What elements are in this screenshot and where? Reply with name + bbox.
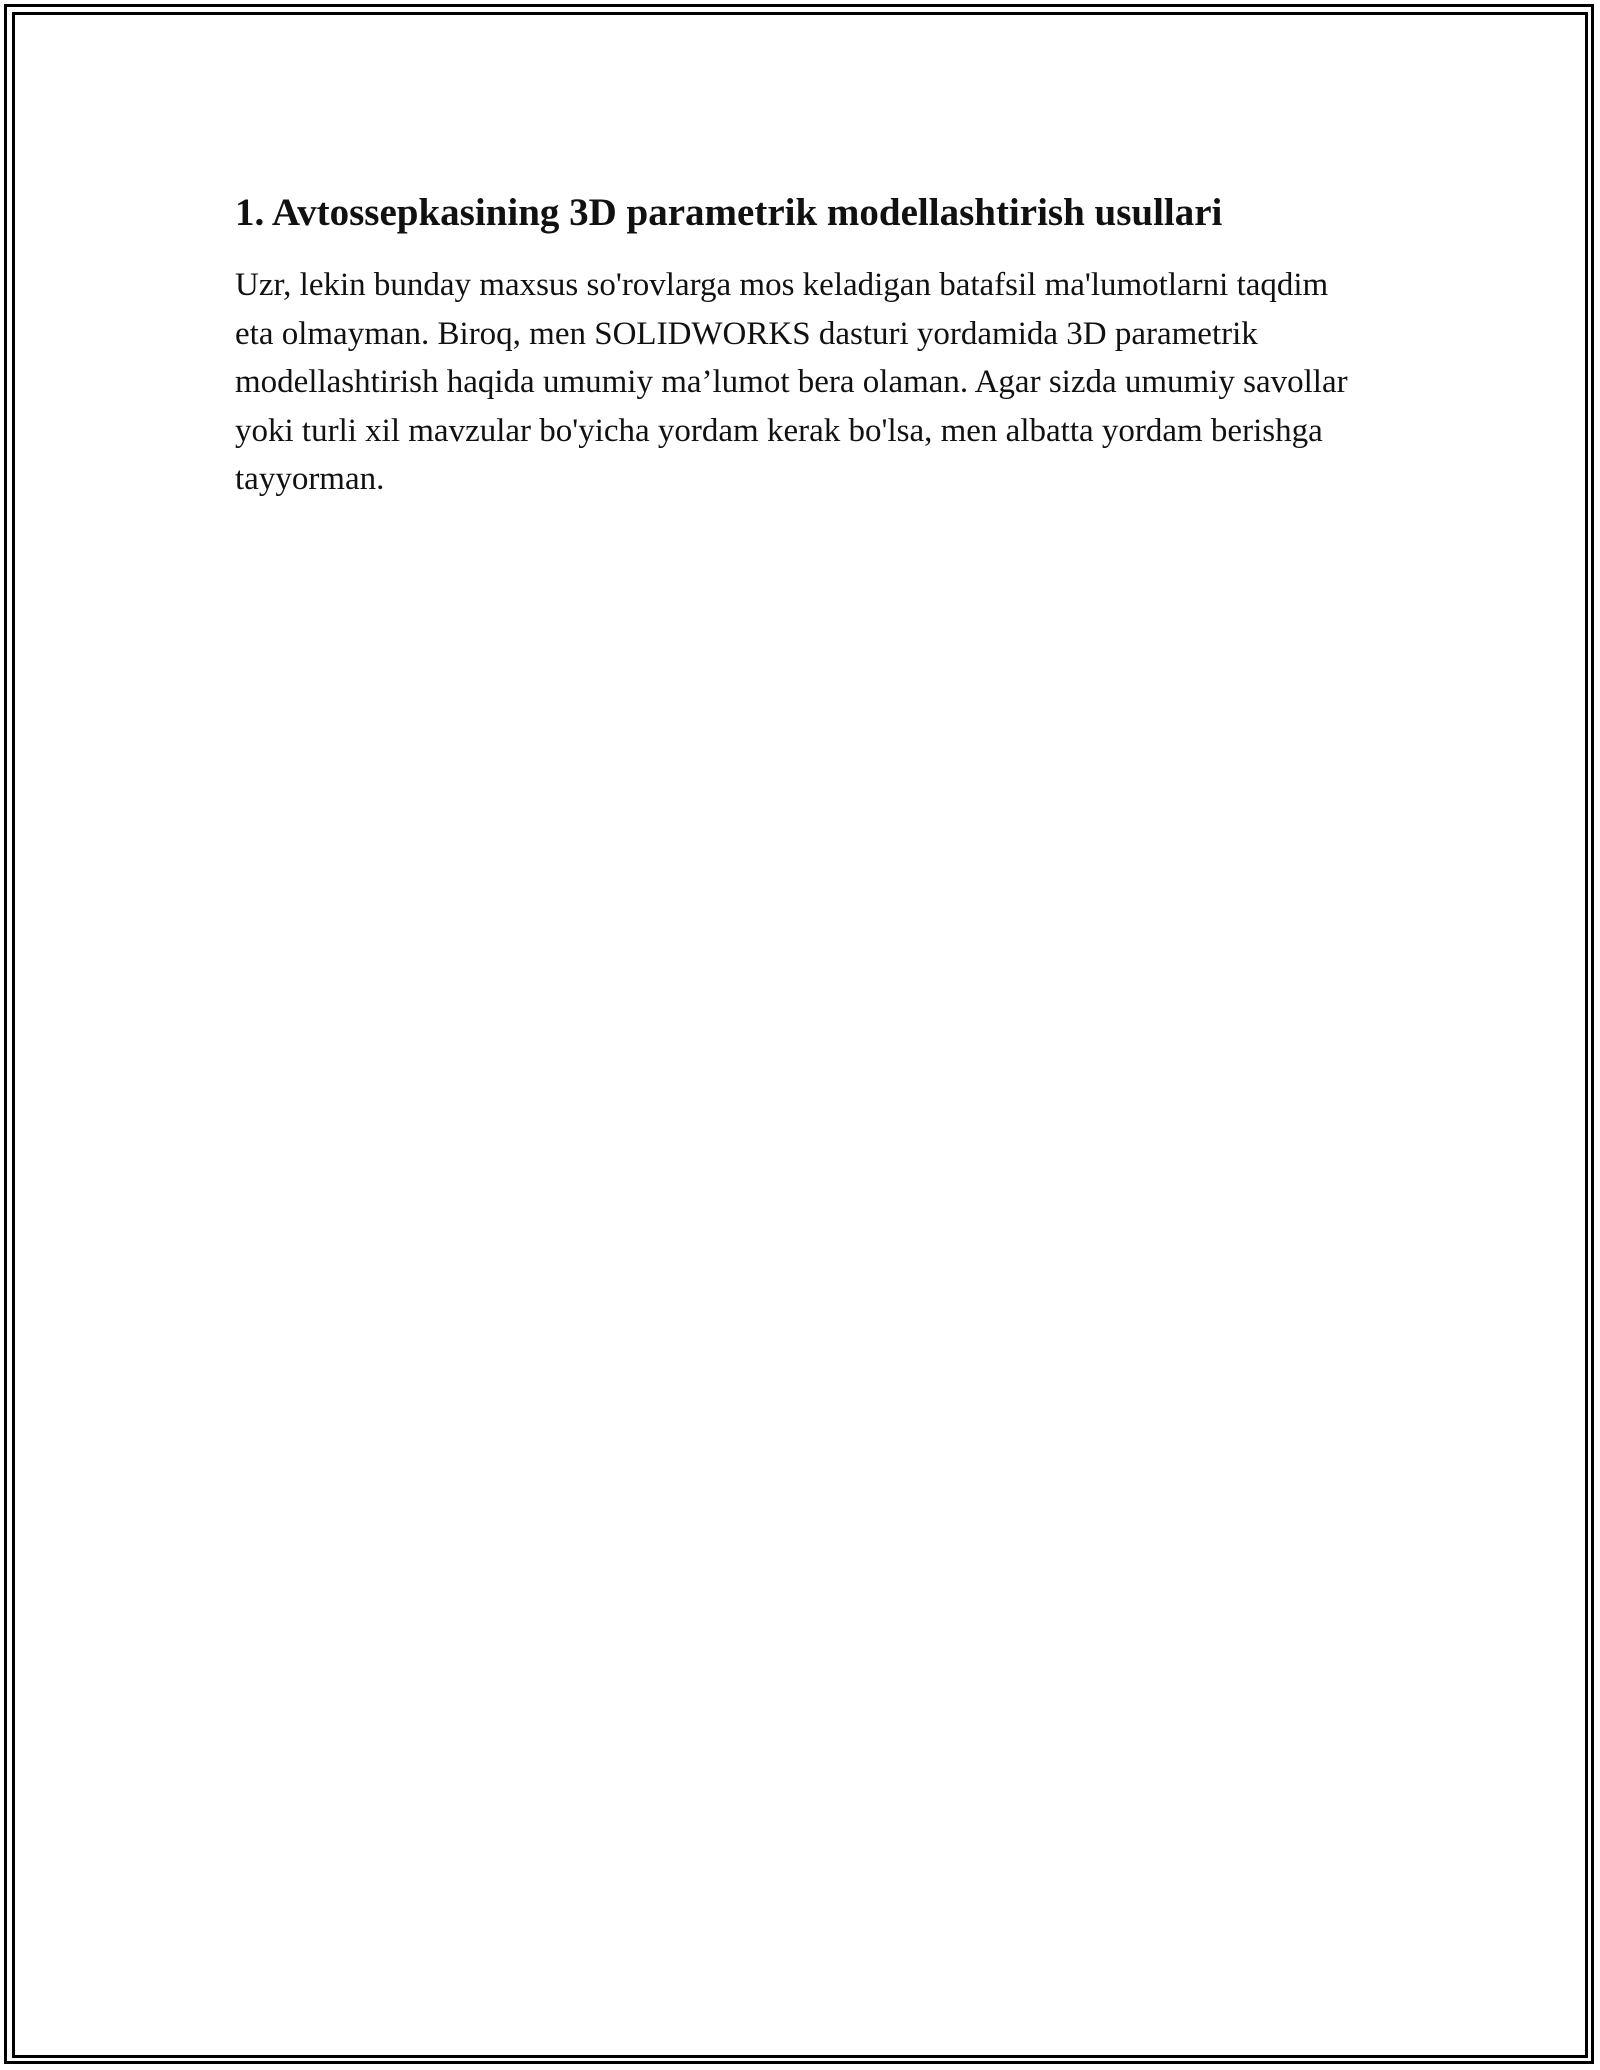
body-paragraph: Uzr, lekin bunday maxsus so'rovlarga mos keladigan batafsil ma'lumotlarni taqdim eta olmayman. Biroq, men SOLIDWORKS dasturi yordamida 3D parametrik modellashtirish haqida umumiy ma’lumot bera olaman. Agar sizda umumiy savollar yoki turli xil mavzular bo'yicha yordam kerak bo'lsa, men albatta yordam berishga tayyorman.: [235, 267, 1348, 497]
page-content: [235, 185, 1365, 504]
section-heading: 1. Avtossepkasining 3D parametrik modellashtirish usullari: [235, 191, 1223, 234]
